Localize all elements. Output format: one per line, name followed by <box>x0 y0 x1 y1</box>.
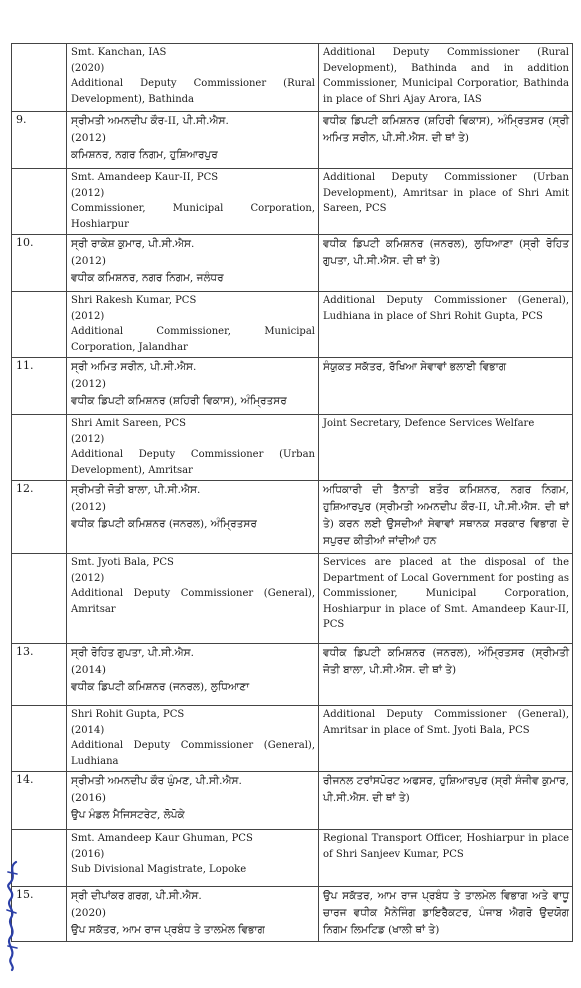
serial-number: 9. <box>16 113 27 126</box>
officer-name: Smt. Amandeep Kaur-II, PCS <box>71 172 219 183</box>
serial-number-cell <box>12 481 67 554</box>
table-row <box>12 481 573 554</box>
officer-name: Smt. Kanchan, IAS <box>71 47 167 58</box>
current-posting: ਵਧੀਕ ਡਿਪਟੀ ਕਮਿਸ਼ਨਰ (ਜਨਰਲ), ਅੰਮ੍ਰਿਤਸਰ <box>71 518 257 530</box>
officer-name: Shri Amit Sareen, PCS <box>71 418 187 429</box>
batch-year: (2012) <box>71 255 106 267</box>
batch-year: (2020) <box>71 62 105 74</box>
table-row <box>12 112 573 169</box>
serial-number-cell <box>12 169 67 235</box>
current-posting: Additional Deputy Commissioner (General), Ludhiana <box>71 740 315 767</box>
batch-year: (2012) <box>71 501 106 513</box>
table-row <box>12 830 573 887</box>
officer-name: ਸ੍ਰੀਮਤੀ ਅਮਨਦੀਪ ਕੌਰ-II, ਪੀ.ਸੀ.ਐਸ. <box>71 115 229 127</box>
serial-number: 14. <box>16 773 34 786</box>
batch-year: (2012) <box>71 187 105 199</box>
new-posting-cell <box>319 292 573 358</box>
current-posting: Additional Deputy Commissioner (General), Amritsar <box>71 588 315 615</box>
officer-cell <box>67 415 319 481</box>
officer-cell <box>67 706 319 772</box>
serial-number-cell <box>12 112 67 169</box>
batch-year: (2012) <box>71 132 106 144</box>
serial-number: 12. <box>16 482 34 495</box>
new-posting-text: Additional Deputy Commissioner (General), Amritsar in place of Smt. Jyoti Bala, PCS <box>323 709 569 736</box>
current-posting: ਕਮਿਸ਼ਨਰ, ਨਗਰ ਨਿਗਮ, ਹੁਸ਼ਿਆਰਪੁਰ <box>71 149 218 161</box>
new-posting-cell <box>319 887 573 942</box>
officer-name: ਸ੍ਰੀਮਤੀ ਜੋਤੀ ਬਾਲਾ, ਪੀ.ਸੀ.ਐਸ. <box>71 484 201 496</box>
officer-name: Smt. Amandeep Kaur Ghuman, PCS <box>71 833 253 844</box>
new-posting-cell <box>319 772 573 830</box>
current-posting: Commissioner, Municipal Corporation, Hoshiarpur <box>71 203 315 230</box>
officer-cell <box>67 235 319 292</box>
table-row <box>12 554 573 644</box>
batch-year: (2016) <box>71 792 106 804</box>
batch-year: (2014) <box>71 664 106 676</box>
table-row <box>12 772 573 830</box>
officer-name: ਸ੍ਰੀਮਤੀ ਅਮਨਦੀਪ ਕੌਰ ਘੁੰਮਣ, ਪੀ.ਸੀ.ਐਸ. <box>71 775 242 787</box>
officer-name: Shri Rohit Gupta, PCS <box>71 709 185 720</box>
current-posting: Additional Deputy Commissioner (Rural Development), Bathinda <box>71 78 315 105</box>
current-posting: ਉਪ ਮੰਡਲ ਮੈਜਿਸਟਰੇਟ, ਲੋਪੋਕੇ <box>71 809 185 821</box>
table-row <box>12 235 573 292</box>
table-row <box>12 292 573 358</box>
serial-number-cell <box>12 235 67 292</box>
new-posting-text: Regional Transport Officer, Hoshiarpur in place of Shri Sanjeev Kumar, PCS <box>323 833 569 860</box>
officer-cell <box>67 772 319 830</box>
serial-number-cell <box>12 706 67 772</box>
batch-year: (2012) <box>71 310 105 322</box>
transfer-orders-table <box>11 43 573 942</box>
new-posting-cell <box>319 481 573 554</box>
officer-name: Smt. Jyoti Bala, PCS <box>71 557 174 568</box>
new-posting-text: Joint Secretary, Defence Services Welfare <box>323 418 535 429</box>
batch-year: (2016) <box>71 848 105 860</box>
new-posting-cell <box>319 706 573 772</box>
table-row <box>12 706 573 772</box>
new-posting-cell <box>319 112 573 169</box>
officer-cell <box>67 292 319 358</box>
new-posting-text: Additional Deputy Commissioner (Rural Development), Bathinda and in addition Commissioner, Municipal Corporatior, Bathinda in place of Shri Ajay Arora, IAS <box>323 47 569 105</box>
new-posting-text: ਵਧੀਕ ਡਿਪਟੀ ਕਮਿਸ਼ਨਰ (ਜਨਰਲ), ਲੁਧਿਆਣਾ (ਸ੍ਰੀ ਰੋਹਿਤ ਗੁਪਤਾ, ਪੀ.ਸੀ.ਐਸ. ਦੀ ਥਾਂ ਤੇ) <box>323 238 569 267</box>
officer-cell <box>67 112 319 169</box>
serial-number-cell <box>12 292 67 358</box>
officer-name: ਸ੍ਰੀ ਦੀਪਾਂਕਰ ਗਰਗ, ਪੀ.ਸੀ.ਐਸ. <box>71 890 202 902</box>
table-row <box>12 358 573 415</box>
new-posting-cell <box>319 44 573 112</box>
table-row <box>12 887 573 942</box>
new-posting-cell <box>319 235 573 292</box>
table-body <box>12 44 573 942</box>
officer-name: Shri Rakesh Kumar, PCS <box>71 295 197 306</box>
current-posting: ਵਧੀਕ ਡਿਪਟੀ ਕਮਿਸ਼ਨਰ (ਜਨਰਲ), ਲੁਧਿਆਣਾ <box>71 681 250 693</box>
current-posting: Additional Deputy Commissioner (Urban Development), Amritsar <box>71 449 315 476</box>
officer-cell <box>67 644 319 706</box>
officer-name: ਸ੍ਰੀ ਰਾਕੇਸ਼ ਕੁਮਾਰ, ਪੀ.ਸੀ.ਐਸ. <box>71 238 195 250</box>
serial-number-cell <box>12 554 67 644</box>
officer-name: ਸ੍ਰੀ ਰੋਹਿਤ ਗੁਪਤਾ, ਪੀ.ਸੀ.ਐਸ. <box>71 647 194 659</box>
new-posting-text: ਵਧੀਕ ਡਿਪਟੀ ਕਮਿਸ਼ਨਰ (ਜਨਰਲ), ਅੰਮ੍ਰਿਤਸਰ (ਸ੍ਰੀਮਤੀ ਜੋਤੀ ਬਾਲਾ, ਪੀ.ਸੀ.ਐਸ. ਦੀ ਥਾਂ ਤੇ) <box>323 647 569 676</box>
batch-year: (2014) <box>71 724 105 736</box>
new-posting-text: ਸੰਯੁਕਤ ਸਕੱਤਰ, ਰੱਖਿਆ ਸੇਵਾਵਾਂ ਭਲਾਈ ਵਿਭਾਗ <box>323 361 507 373</box>
serial-number: 13. <box>16 645 34 658</box>
new-posting-text: ਵਧੀਕ ਡਿਪਟੀ ਕਮਿਸ਼ਨਰ (ਸ਼ਹਿਰੀ ਵਿਕਾਸ), ਅੰਮ੍ਰਿਤਸਰ (ਸ੍ਰੀ ਅਮਿਤ ਸਰੀਨ, ਪੀ.ਸੀ.ਐਸ. ਦੀ ਥਾਂ ਤੇ) <box>323 115 569 144</box>
serial-number: 10. <box>16 236 34 249</box>
officer-cell <box>67 481 319 554</box>
batch-year: (2012) <box>71 378 106 390</box>
new-posting-cell <box>319 830 573 887</box>
officer-name: ਸ੍ਰੀ ਅਮਿਤ ਸਰੀਨ, ਪੀ.ਸੀ.ਐਸ. <box>71 361 197 373</box>
current-posting: ਵਧੀਕ ਡਿਪਟੀ ਕਮਿਸ਼ਨਰ (ਸ਼ਹਿਰੀ ਵਿਕਾਸ), ਅੰਮ੍ਰਿਤਸਰ <box>71 395 287 407</box>
table-row <box>12 169 573 235</box>
new-posting-cell <box>319 644 573 706</box>
officer-cell <box>67 887 319 942</box>
batch-year: (2012) <box>71 433 105 445</box>
officer-cell <box>67 830 319 887</box>
current-posting: ਉਪ ਸਕੱਤਰ, ਆਮ ਰਾਜ ਪ੍ਰਬੰਧ ਤੇ ਤਾਲਮੇਲ ਵਿਭਾਗ <box>71 924 265 936</box>
table-row <box>12 415 573 481</box>
new-posting-text: Services are placed at the disposal of the Department of Local Government for posting as Commissioner, Municipal Corporation, Hoshiarpur in place of Smt. Amandeep Kaur-II, PCS <box>323 557 569 630</box>
officer-cell <box>67 169 319 235</box>
officer-cell <box>67 554 319 644</box>
new-posting-text: Additional Deputy Commissioner (General), Ludhiana in place of Shri Rohit Gupta, PCS <box>323 295 569 322</box>
table-row <box>12 44 573 112</box>
serial-number: 15. <box>16 888 34 901</box>
serial-number-cell <box>12 772 67 830</box>
signature-mark <box>2 858 22 973</box>
batch-year: (2020) <box>71 907 106 919</box>
serial-number-cell <box>12 44 67 112</box>
current-posting: Additional Commissioner, Municipal Corporation, Jalandhar <box>71 326 315 353</box>
new-posting-cell <box>319 554 573 644</box>
current-posting: ਵਧੀਕ ਕਮਿਸ਼ਨਰ, ਨਗਰ ਨਿਗਮ, ਜਲੰਧਰ <box>71 272 224 284</box>
officer-cell <box>67 358 319 415</box>
serial-number: 11. <box>16 359 34 372</box>
new-posting-text: Additional Deputy Commissioner (Urban Development), Amritsar in place of Shri Amit Sareen, PCS <box>323 172 569 214</box>
new-posting-text: ਉਪ ਸਕੱਤਰ, ਆਮ ਰਾਜ ਪ੍ਰਬੰਧ ਤੇ ਤਾਲਮੇਲ ਵਿਭਾਗ ਅਤੇ ਵਾਧੂ ਚਾਰਜ ਵਧੀਕ ਮੈਨੇਜਿੰਗ ਡਾਇਰੈਕਟਰ, ਪੰਜਾਬ ਐਗਰੋ ਉਦਯੋਗ ਨਿਗਮ ਲਿਮਟਿਡ (ਖਾਲੀ ਥਾਂ ਤੇ) <box>323 890 569 936</box>
batch-year: (2012) <box>71 572 105 584</box>
new-posting-cell <box>319 358 573 415</box>
new-posting-cell <box>319 169 573 235</box>
table-row <box>12 644 573 706</box>
serial-number-cell <box>12 415 67 481</box>
current-posting: Sub Divisional Magistrate, Lopoke <box>71 864 247 875</box>
new-posting-text: ਰੀਜਨਲ ਟਰਾਂਸਪੋਰਟ ਅਫਸਰ, ਹੁਸ਼ਿਆਰਪੁਰ (ਸ੍ਰੀ ਸੰਜੀਵ ਕੁਮਾਰ, ਪੀ.ਸੀ.ਐਸ. ਦੀ ਥਾਂ ਤੇ) <box>323 775 569 804</box>
serial-number-cell <box>12 358 67 415</box>
new-posting-text: ਅਧਿਕਾਰੀ ਦੀ ਤੈਨਾਤੀ ਬਤੌਰ ਕਮਿਸ਼ਨਰ, ਨਗਰ ਨਿਗਮ, ਹੁਸ਼ਿਆਰਪੁਰ (ਸ੍ਰੀਮਤੀ ਅਮਨਦੀਪ ਕੌਰ-II, ਪੀ.ਸੀ.ਐਸ. ਦੀ ਥਾਂ ਤੇ) ਕਰਨ ਲਈ ਉਸਦੀਆਂ ਸੇਵਾਵਾਂ ਸਥਾਨਕ ਸਰਕਾਰ ਵਿਭਾਗ ਦੇ ਸਪੁਰਦ ਕੀਤੀਆਂ ਜਾਂਦੀਆਂ ਹਨ <box>323 484 569 547</box>
officer-cell <box>67 44 319 112</box>
new-posting-cell <box>319 415 573 481</box>
serial-number-cell <box>12 644 67 706</box>
